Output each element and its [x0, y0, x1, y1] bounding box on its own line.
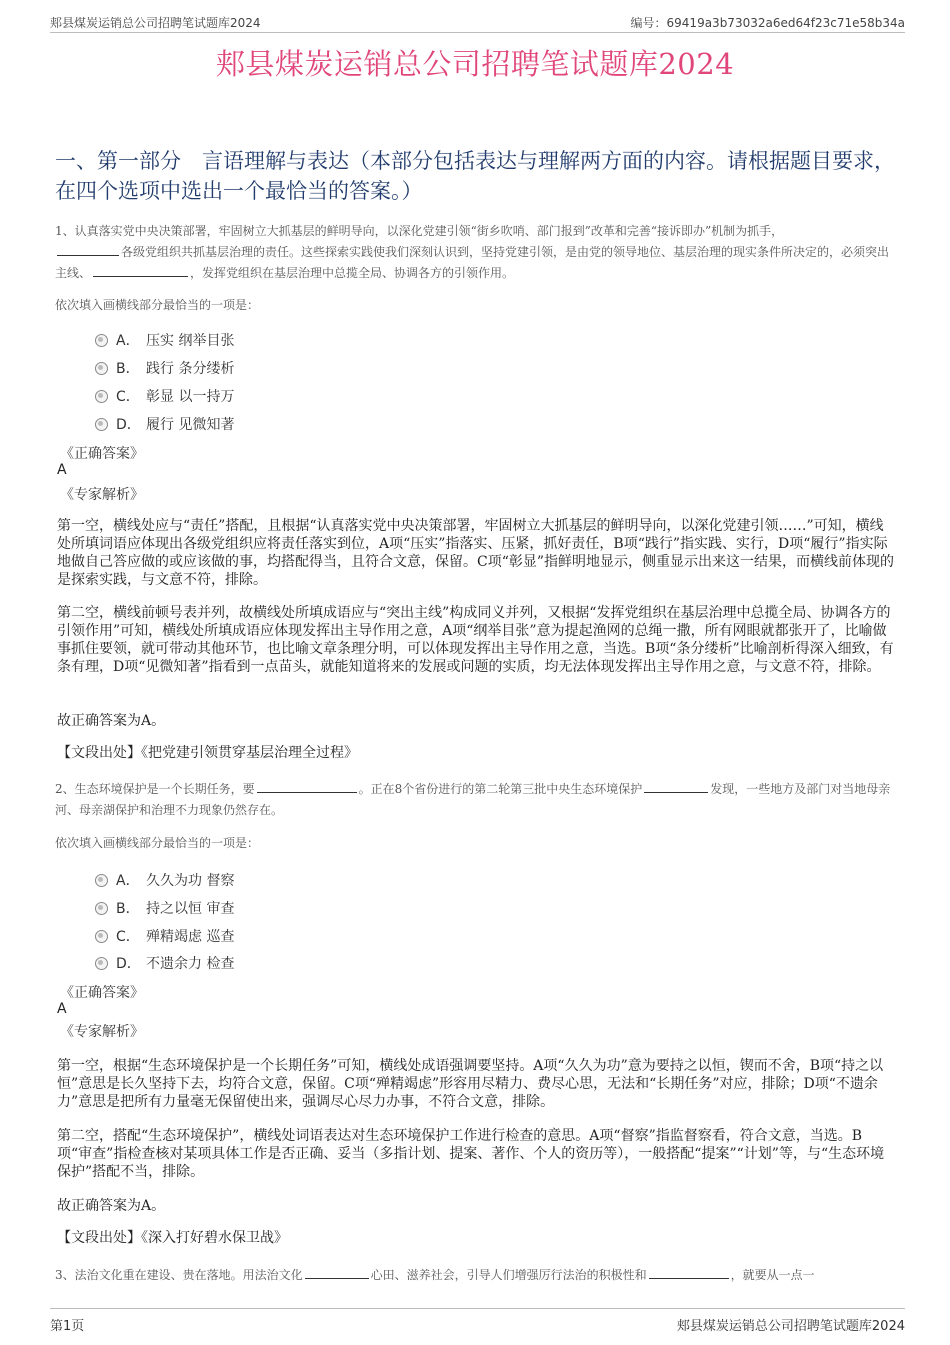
question-2-stem-part3: 发现，一些地方及部门对当地母亲河、母亲湖保护和治理不力现象仍然存在。 [55, 782, 891, 817]
question-2-analysis-p1: 第一空，根据“生态环境保护是一个长期任务”可知，横线处成语强调要坚持。A项“久久为功”意为要持之以恒，锲而不舍，B项“持之以恒”意思是长久坚持下去，均符合文意，保留。C项“殚精竭虑”形容用尽精力、费尽心思，无法和“长期任务”对应，排除；D项“不遗余力”意思是把所有力量毫无保留使出来，强调尽心尽力办事，不符合文意，排除。 [57, 1058, 884, 1110]
question-1-option-a[interactable]: A． 压实 纲举目张 [95, 330, 234, 350]
question-1-stem-part1: 1、认真落实党中央决策部署，牢固树立大抓基层的鲜明导向，以深化党建引领“街乡吹哨、部门报到”改革和完善“接诉即办”机制为抓手， [55, 224, 784, 238]
section-heading: 一、第一部分 言语理解与表达（本部分包括表达与理解两方面的内容。请根据题目要求，在四个选项中选出一个最恰当的答案。） [55, 149, 895, 203]
header-doc-id: 编号：69419a3b73032a6ed64f23c71e58b34a [630, 16, 905, 30]
question-1-option-d[interactable]: D． 履行 见微知著 [95, 414, 234, 434]
question-2-option-b[interactable]: B． 持之以恒 审查 [95, 898, 234, 918]
page-footer [50, 1308, 905, 1334]
question-2-analysis-label: 《专家解析》 [60, 1024, 144, 1040]
question-2-answer-label: 《正确答案》 [60, 985, 144, 1001]
radio-icon[interactable] [95, 418, 108, 431]
fill-blank [305, 1265, 369, 1279]
question-2-answer: A [57, 1001, 67, 1017]
page-number: 第1页 [50, 1319, 85, 1334]
radio-icon[interactable] [95, 957, 108, 970]
question-2-option-a[interactable]: A． 久久为功 督察 [95, 870, 234, 890]
page-header [50, 10, 905, 33]
fill-blank [644, 779, 708, 793]
question-1-stem [55, 221, 900, 284]
question-2-stem-part1: 2、生态环境保护是一个长期任务，要 [55, 782, 255, 796]
header-doc-title: 郏县煤炭运销总公司招聘笔试题库2024 [50, 16, 261, 30]
question-1-source: 【文段出处】《把党建引领贯穿基层治理全过程》 [57, 745, 358, 761]
question-1-option-b[interactable]: B． 践行 条分缕析 [95, 358, 234, 378]
question-1-prompt: 依次填入画横线部分最恰当的一项是： [55, 298, 260, 312]
fill-blank [93, 263, 188, 277]
question-1-analysis-p2: 第二空，横线前顿号表并列，故横线处所填成语应与“突出主线”构成同义并列，又根据“发挥党组织在基层治理中总揽全局、协调各方的引领作用”可知，横线处所填成语应体现发挥出主导作用之意，A项“纲举目张”意为提起渔网的总绳一撒，所有网眼就都张开了，比喻做事抓住要领，就可带动其他环节，也比喻文章条理分明，可以体现发挥出主导作用之意，当选。B项“条分缕析”比喻剖析得深入细致，有条有理，D项“见微知著”指看到一点苗头，就能知道将来的发展或问题的实质，均无法体现发挥出主导作用之意，与文意不符，排除。 [57, 605, 894, 675]
question-2-stem-part2: 。正在8个省份进行的第二轮第三批中央生态环境保护 [358, 782, 643, 796]
radio-icon[interactable] [95, 362, 108, 375]
footer-doc-title: 郏县煤炭运销总公司招聘笔试题库2024 [676, 1319, 905, 1334]
radio-icon[interactable] [95, 390, 108, 403]
question-1-analysis-p1: 第一空，横线处应与“责任”搭配，且根据“认真落实党中央决策部署，牢固树立大抓基层的鲜明导向，以深化党建引领……”可知，横线处所填词语应体现出各级党组织应将责任落实到位，A项“压实”指落实、压紧，抓好责任，B项“践行”指实践、实行，D项“履行”指实际地做自己答应做的或应该做的事，均搭配得当，且符合文意，保留。C项“彰显”指鲜明地显示，侧重显示出来这一结果，而横线前体现的是探索实践，与文意不符，排除。 [57, 518, 895, 588]
radio-icon[interactable] [95, 902, 108, 915]
question-1-answer: A [57, 462, 67, 478]
page-title: 郏县煤炭运销总公司招聘笔试题库2024 [215, 47, 735, 81]
radio-icon[interactable] [95, 874, 108, 887]
question-2-analysis-p3: 故正确答案为A。 [57, 1198, 166, 1214]
fill-blank [57, 242, 119, 256]
fill-blank [649, 1265, 729, 1279]
question-3-stem-part3: ，就要从一点一 [730, 1268, 815, 1282]
question-2-analysis-p2: 第二空，搭配“生态环境保护”，横线处词语表达对生态环境保护工作进行检查的意思。A项“督察”指监督察看，符合文意，当选。B项“审查”指检查核对某项具体工作是否正确、妥当（多指计划、提案、著作、个人的资历等），一般搭配“提案”“计划”等，与“生态环境保护”搭配不当，排除。 [57, 1128, 885, 1180]
question-3-stem-part2: 心田、滋养社会，引导人们增强厉行法治的积极性和 [370, 1268, 647, 1282]
question-2-prompt: 依次填入画横线部分最恰当的一项是： [55, 836, 260, 850]
question-3-stem [55, 1265, 900, 1286]
question-1-analysis-label: 《专家解析》 [60, 487, 144, 503]
question-2-option-d[interactable]: D． 不遗余力 检查 [95, 953, 234, 973]
question-1-stem-part2: 各级党组织共抓基层治理的责任。这些探索实践使我们深刻认识到，坚持党建引领，是由党的领导地位、基层治理的现实条件所决定的，必须突出主线、 [55, 245, 890, 280]
question-1-stem-part3: ，发挥党组织在基层治理中总揽全局、协调各方的引领作用。 [190, 266, 515, 280]
question-1-analysis-p3: 故正确答案为A。 [57, 713, 166, 729]
question-2-source: 【文段出处】《深入打好碧水保卫战》 [57, 1230, 288, 1246]
question-1-answer-label: 《正确答案》 [60, 446, 144, 462]
question-1-option-c[interactable]: C． 彰显 以一持万 [95, 386, 234, 406]
question-2-option-c[interactable]: C． 殚精竭虑 巡查 [95, 926, 234, 946]
radio-icon[interactable] [95, 334, 108, 347]
question-2-stem [55, 779, 900, 821]
question-3-stem-part1: 3、法治文化重在建设、贵在落地。用法治文化 [55, 1268, 303, 1282]
radio-icon[interactable] [95, 930, 108, 943]
fill-blank [257, 779, 357, 793]
